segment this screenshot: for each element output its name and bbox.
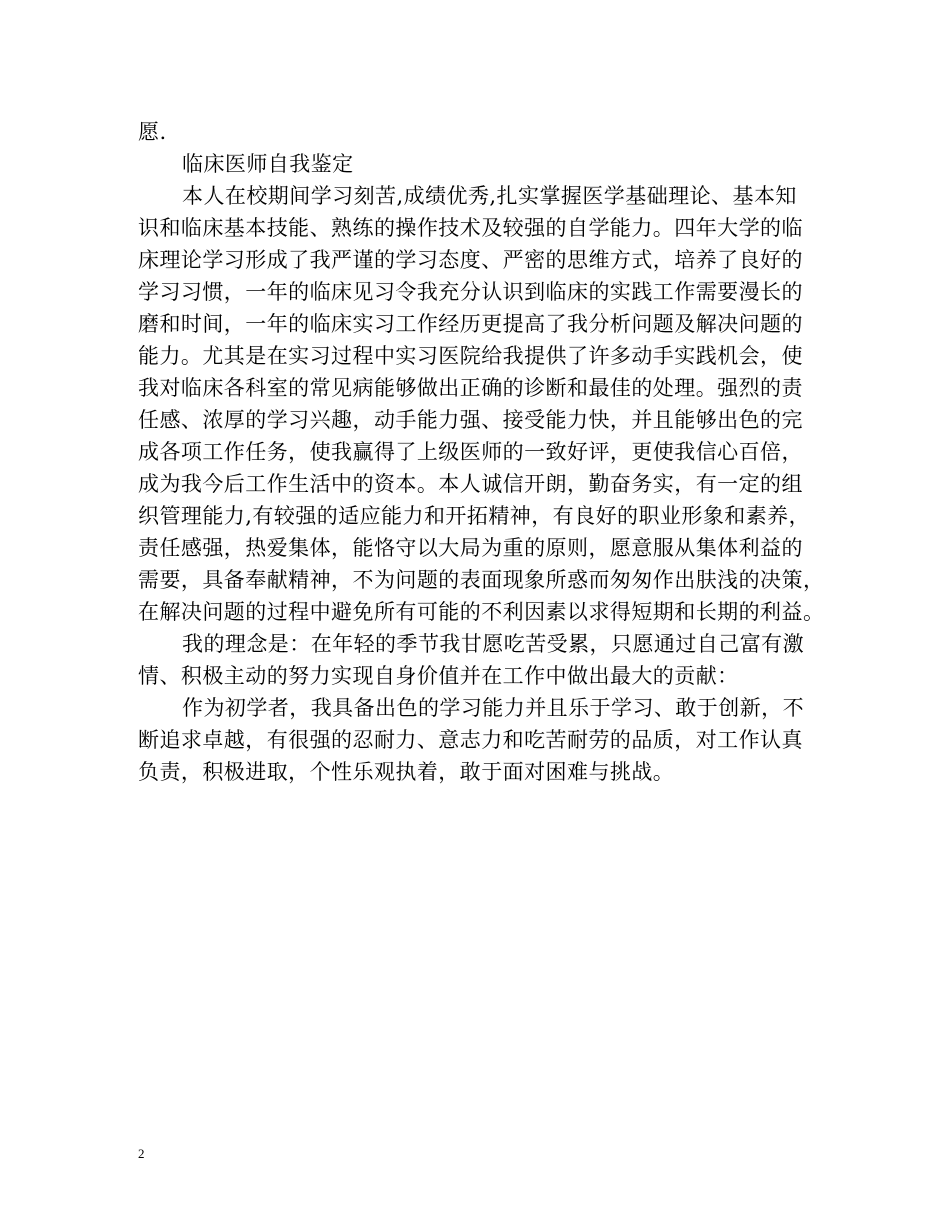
text-line: 成各项工作任务，使我赢得了上级医师的一致好评，更使我信心百倍，	[138, 440, 803, 464]
page-number: 2	[138, 1146, 145, 1161]
text-line: 磨和时间，一年的临床实习工作经历更提高了我分析问题及解决问题的	[138, 312, 803, 336]
text-line: 愿.	[138, 120, 167, 144]
text-line: 学习习惯，一年的临床见习令我充分认识到临床的实践工作需要漫长的	[138, 280, 803, 304]
text-line: 织管理能力,有较强的适应能力和开拓精神，有良好的职业形象和素养，	[138, 504, 811, 528]
text-line: 负责，积极进取，个性乐观执着，敢于面对困难与挑战。	[138, 760, 675, 784]
text-line: 需要，具备奉献精神，不为问题的表面现象所惑而匆匆作出肤浅的决策，	[138, 568, 825, 592]
document-body	[138, 116, 828, 788]
text-line: 本人在校期间学习刻苦,成绩优秀,扎实掌握医学基础理论、基本知	[182, 184, 797, 208]
text-line: 断追求卓越，有很强的忍耐力、意志力和吃苦耐劳的品质，对工作认真	[138, 728, 803, 752]
text-line: 任感、浓厚的学习兴趣，动手能力强、接受能力快，并且能够出色的完	[138, 408, 803, 432]
text-line: 作为初学者，我具备出色的学习能力并且乐于学习、敢于创新，不	[182, 696, 805, 720]
text-line: 成为我今后工作生活中的资本。本人诚信开朗，勤奋务实，有一定的组	[138, 472, 803, 496]
text-line: 我的理念是：在年轻的季节我甘愿吃苦受累，只愿通过自己富有激	[182, 632, 805, 656]
text-line: 识和临床基本技能、熟练的操作技术及较强的自学能力。四年大学的临	[138, 216, 803, 240]
text-line: 在解决问题的过程中避免所有可能的不利因素以求得短期和长期的利益。	[138, 600, 825, 624]
text-line: 床理论学习形成了我严谨的学习态度、严密的思维方式，培养了良好的	[138, 248, 803, 272]
text-line: 我对临床各科室的常见病能够做出正确的诊断和最佳的处理。强烈的责	[138, 376, 803, 400]
text-line: 责任感强，热爱集体，能恪守以大局为重的原则，愿意服从集体利益的	[138, 536, 803, 560]
text-line: 情、积极主动的努力实现自身价值并在工作中做出最大的贡献：	[138, 664, 739, 688]
section-title: 临床医师自我鉴定	[182, 152, 354, 176]
text-line: 能力。尤其是在实习过程中实习医院给我提供了许多动手实践机会，使	[138, 344, 803, 368]
